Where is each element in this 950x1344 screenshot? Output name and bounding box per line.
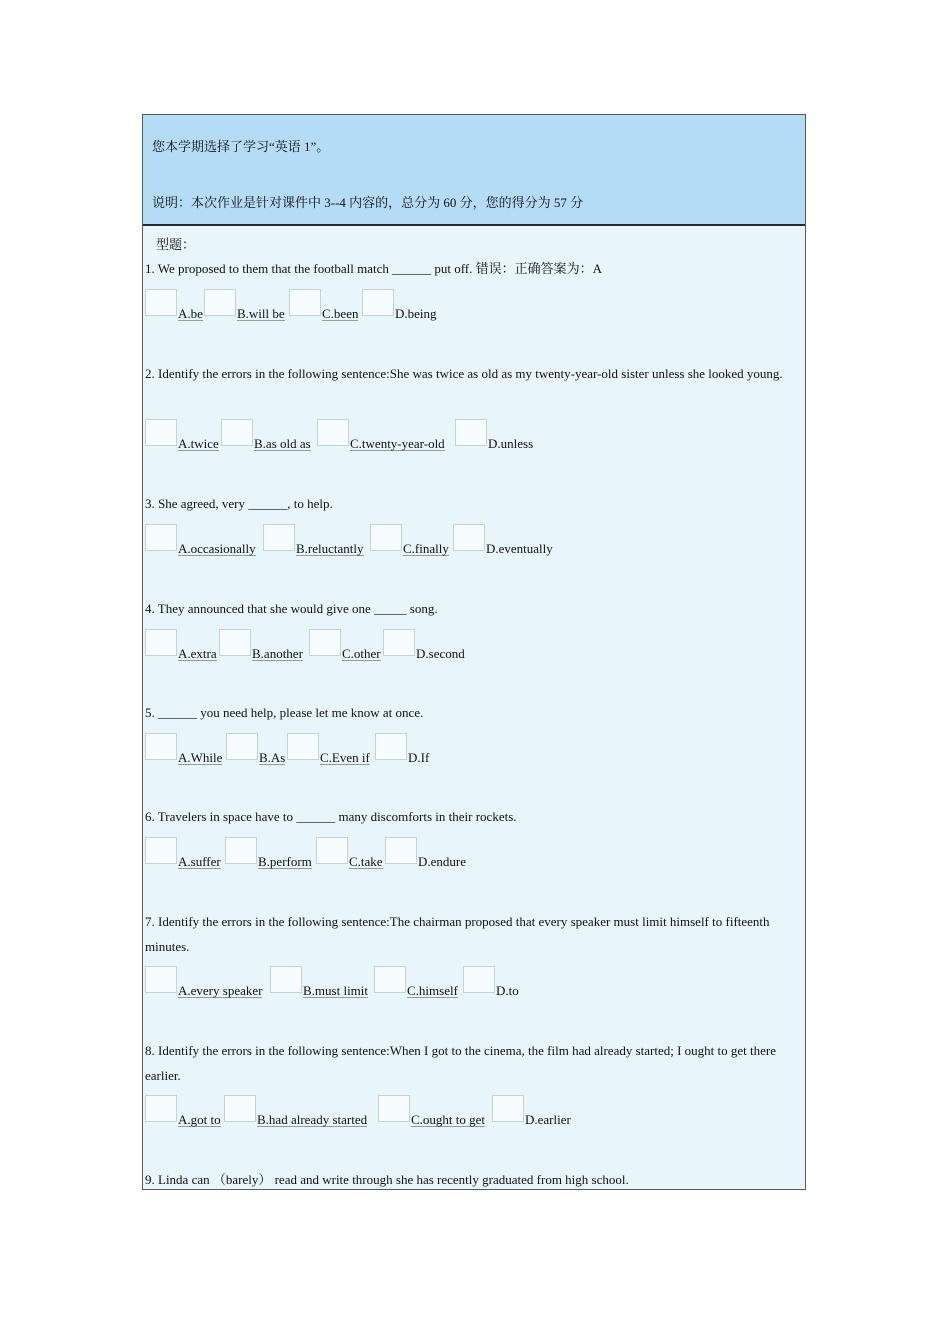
answer-checkbox[interactable]	[224, 1095, 256, 1122]
question-6-options	[145, 837, 795, 869]
answer-checkbox[interactable]	[375, 733, 407, 760]
answer-checkbox[interactable]	[263, 524, 295, 551]
option-label: B.as old as	[254, 436, 311, 451]
question-9-text: 9. Linda can （barely） read and write through she has recently graduated from high school.	[145, 1172, 629, 1187]
option-label: D.being	[395, 306, 437, 321]
answer-checkbox[interactable]	[270, 966, 302, 993]
option-label: A.twice	[178, 436, 219, 451]
score-summary-text: 说明：本次作业是针对课件中 3--4 内容的，总分为 60 分，您的得分为 57 分	[152, 195, 584, 210]
question-5-text: 5. ______ you need help, please let me know at once.	[145, 705, 424, 720]
option-label: B.had already started	[257, 1112, 368, 1127]
option-label: A.While	[178, 750, 223, 765]
option-label: A.suffer	[178, 854, 221, 869]
course-selection-text: 您本学期选择了学习“英语 1”。	[152, 139, 330, 154]
question-4-options	[145, 629, 795, 661]
question-4-text: 4. They announced that she would give one _____ song.	[145, 601, 438, 616]
option-label: C.ought to get	[411, 1112, 486, 1127]
answer-checkbox[interactable]	[219, 629, 251, 656]
question-2-options	[145, 419, 795, 451]
option-label: D.If	[408, 750, 430, 765]
answer-checkbox[interactable]	[317, 419, 349, 446]
question-7-options	[145, 966, 795, 998]
option-label: A.got to	[178, 1112, 221, 1127]
option-label: D.unless	[488, 436, 534, 451]
answer-checkbox[interactable]	[204, 289, 236, 316]
option-label: B.reluctantly	[296, 541, 364, 556]
answer-checkbox[interactable]	[145, 289, 177, 316]
answer-checkbox[interactable]	[463, 966, 495, 993]
answer-checkbox[interactable]	[145, 419, 177, 446]
assignment-header	[143, 115, 805, 226]
option-label: A.occasionally	[178, 541, 256, 556]
question-list	[143, 226, 805, 1189]
option-label: B.As	[259, 750, 286, 765]
answer-checkbox[interactable]	[453, 524, 485, 551]
option-label: D.earlier	[525, 1112, 571, 1127]
answer-checkbox[interactable]	[145, 733, 177, 760]
option-label: B.another	[252, 646, 303, 661]
answer-checkbox[interactable]	[383, 629, 415, 656]
option-label: C.been	[322, 306, 359, 321]
option-label: D.eventually	[486, 541, 553, 556]
answer-checkbox[interactable]	[316, 837, 348, 864]
answer-checkbox[interactable]	[145, 837, 177, 864]
answer-checkbox[interactable]	[370, 524, 402, 551]
question-1-text: 1. We proposed to them that the football match ______ put off. 错误：正确答案为：A	[145, 261, 603, 276]
question-2-text: 2. Identify the errors in the following sentence:She was twice as old as my twenty-year-old sister unless she looked young.	[145, 366, 783, 381]
option-label: C.Even if	[320, 750, 370, 765]
option-label: D.second	[416, 646, 465, 661]
question-3-options	[145, 524, 795, 556]
answer-checkbox[interactable]	[226, 733, 258, 760]
answer-checkbox[interactable]	[378, 1095, 410, 1122]
option-label: B.will be	[237, 306, 285, 321]
section-label: 型题：	[156, 237, 196, 252]
answer-checkbox[interactable]	[145, 629, 177, 656]
question-6-text: 6. Travelers in space have to ______ many discomforts in their rockets.	[145, 809, 517, 824]
assignment-panel	[142, 114, 806, 1190]
option-label: A.be	[178, 306, 203, 321]
option-label: A.extra	[178, 646, 217, 661]
question-8-options	[145, 1095, 795, 1127]
option-label: C.finally	[403, 541, 449, 556]
answer-checkbox[interactable]	[492, 1095, 524, 1122]
answer-checkbox[interactable]	[362, 289, 394, 316]
question-8-text: 8. Identify the errors in the following sentence:When I got to the cinema, the film had already started; I ought to get there earlier.	[145, 1043, 777, 1083]
answer-checkbox[interactable]	[289, 289, 321, 316]
answer-checkbox[interactable]	[455, 419, 487, 446]
answer-checkbox[interactable]	[145, 524, 177, 551]
option-label: C.twenty-year-old	[350, 436, 445, 451]
answer-checkbox[interactable]	[145, 966, 177, 993]
answer-checkbox[interactable]	[374, 966, 406, 993]
answer-checkbox[interactable]	[225, 837, 257, 864]
question-5-options	[145, 733, 795, 765]
option-label: C.other	[342, 646, 381, 661]
option-label: D.to	[496, 983, 519, 998]
option-label: A.every speaker	[178, 983, 263, 998]
option-label: B.perform	[258, 854, 312, 869]
answer-checkbox[interactable]	[221, 419, 253, 446]
option-label: B.must limit	[303, 983, 369, 998]
answer-checkbox[interactable]	[145, 1095, 177, 1122]
answer-checkbox[interactable]	[309, 629, 341, 656]
option-label: D.endure	[418, 854, 467, 869]
question-3-text: 3. She agreed, very ______, to help.	[145, 496, 333, 511]
option-label: C.take	[349, 854, 383, 869]
question-1-options	[145, 289, 795, 321]
answer-checkbox[interactable]	[287, 733, 319, 760]
answer-checkbox[interactable]	[385, 837, 417, 864]
option-label: C.himself	[407, 983, 458, 998]
question-7-text: 7. Identify the errors in the following sentence:The chairman proposed that every speaker must limit himself to fifteenth minutes.	[145, 914, 770, 954]
